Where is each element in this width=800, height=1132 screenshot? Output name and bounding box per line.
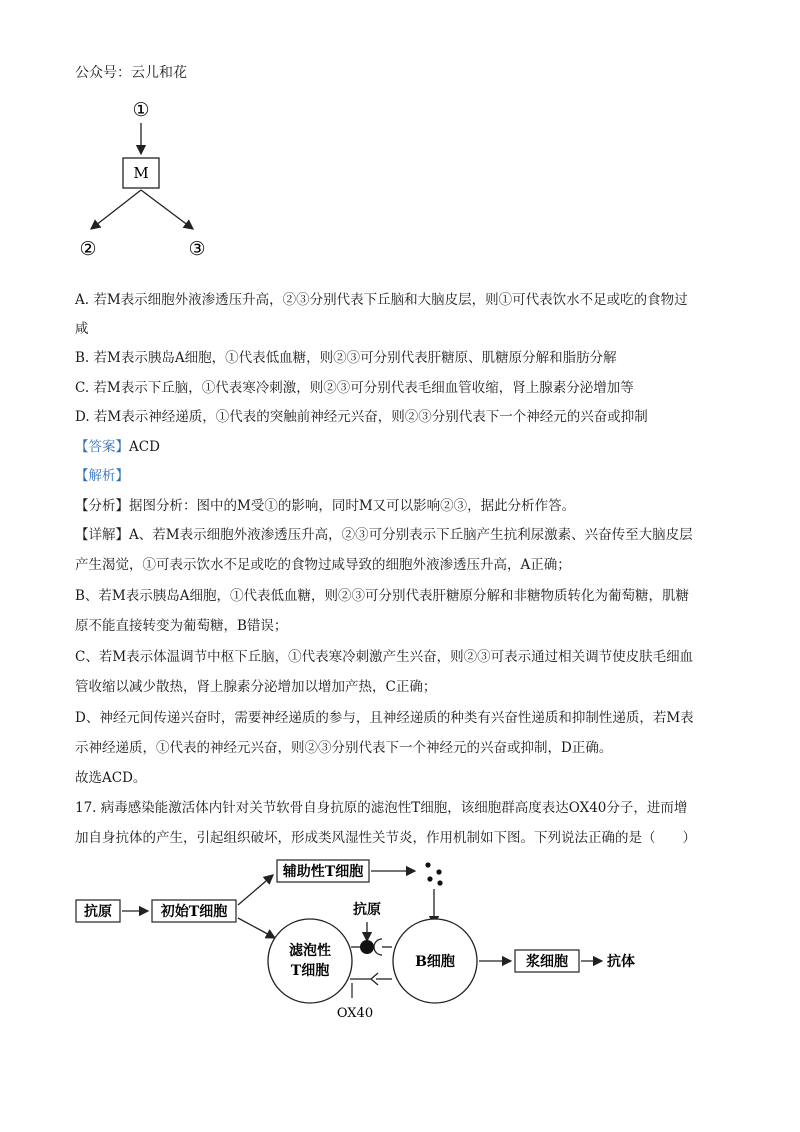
follicular-t-label-1: 滤泡性 bbox=[289, 943, 331, 959]
ox40-label: OX40 bbox=[336, 1006, 374, 1021]
analysis-tag: 【解析】 bbox=[75, 468, 129, 484]
arrow-m-to-2 bbox=[91, 190, 141, 229]
arrow-m-to-3 bbox=[141, 190, 193, 229]
antigen-box-label: 抗原 bbox=[84, 904, 112, 920]
node-1-label: ① bbox=[132, 99, 150, 121]
option-a: A. 若M表示细胞外液渗透压升高，②③分别代表下丘脑和大脑皮层，则①可代表饮水不足或吃的食物过 bbox=[75, 292, 688, 308]
question-17-line: 加自身抗体的产生，引起组织破坏，形成类风湿性关节炎，作用机制如下图。下列说法正确的是（ ） bbox=[75, 830, 696, 846]
option-b: B. 若M表示胰岛A细胞，①代表低血糖，则②③可分别代表肝糖原、肌糖原分解和脂肪分解 bbox=[75, 350, 617, 366]
m-label: M bbox=[133, 164, 149, 182]
analysis-line: C、若M表示体温调节中枢下丘脑，①代表寒冷刺激产生兴奋，则②③可表示通过相关调节使皮肤毛细血 bbox=[75, 649, 694, 665]
node-3-label: ③ bbox=[188, 238, 206, 260]
analysis-line: 产生渴觉，①可表示饮水不足或吃的食物过咸导致的细胞外液渗透压升高，A正确； bbox=[75, 557, 571, 573]
follicular-t-cell bbox=[268, 919, 352, 1003]
m-flow-diagram bbox=[70, 92, 220, 267]
option-c: C. 若M表示下丘脑，①代表寒冷刺激，则②③可分别代表毛细血管收缩，肾上腺素分泌增加等 bbox=[75, 380, 634, 396]
helper-t-label: 辅助性T细胞 bbox=[282, 864, 364, 880]
immune-mechanism-diagram bbox=[70, 855, 640, 1025]
node-2-label: ② bbox=[79, 238, 97, 260]
arrow-naive-to-helper bbox=[238, 875, 273, 905]
b-cell-label: B细胞 bbox=[415, 954, 455, 970]
analysis-line: 【详解】A、若M表示细胞外液渗透压升高，②③可分别表示下丘脑产生抗利尿激素、兴奋传至大脑皮层 bbox=[75, 527, 693, 543]
analysis-line: 管收缩以减少散热，肾上腺素分泌增加以增加产热，C正确； bbox=[75, 679, 437, 695]
b-receptor bbox=[374, 939, 382, 955]
arrow-naive-to-follicular bbox=[238, 918, 275, 938]
option-d: D. 若M表示神经递质，①代表的突触前神经元兴奋，则②③分别代表下一个神经元的兴奋或抑制 bbox=[75, 409, 648, 425]
answer-line bbox=[75, 438, 160, 456]
antigen-label: 抗原 bbox=[353, 902, 381, 918]
bound-antigen bbox=[360, 940, 374, 954]
analysis-line: 原不能直接转变为葡萄糖，B错误； bbox=[75, 618, 288, 634]
answer-tag: 【答案】 bbox=[75, 439, 129, 455]
naive-t-label: 初始T细胞 bbox=[160, 904, 228, 920]
option-a-cont: 咸 bbox=[75, 321, 89, 337]
plasma-cell-label: 浆细胞 bbox=[526, 954, 568, 970]
page-header: 公众号：云儿和花 bbox=[75, 65, 187, 81]
analysis-line: 故选ACD。 bbox=[75, 770, 147, 786]
answer-value: ACD bbox=[129, 439, 160, 455]
antibody-label: 抗体 bbox=[607, 954, 635, 970]
analysis-line: B、若M表示胰岛A细胞，①代表低血糖，则②③可分别代表肝糖原分解和非糖物质转化为葡萄糖，肌糖 bbox=[75, 588, 689, 604]
question-17-line: 17. 病毒感染能激活体内针对关节软骨自身抗原的滤泡性T细胞，该细胞群高度表达OX40分子，进而增 bbox=[75, 800, 688, 816]
analysis-line: D、神经元间传递兴奋时，需要神经递质的参与，且神经递质的种类有兴奋性递质和抑制性递质，若M表 bbox=[75, 710, 694, 726]
cytokine-dots bbox=[425, 862, 442, 885]
follicular-t-label-2: T细胞 bbox=[290, 963, 330, 979]
analysis-line: 示神经递质，①代表的神经元兴奋，则②③分别代表下一个神经元的兴奋或抑制，D正确。 bbox=[75, 740, 613, 756]
analysis-line: 【分析】据图分析：图中的M受①的影响，同时M又可以影响②③，据此分析作答。 bbox=[75, 498, 576, 514]
